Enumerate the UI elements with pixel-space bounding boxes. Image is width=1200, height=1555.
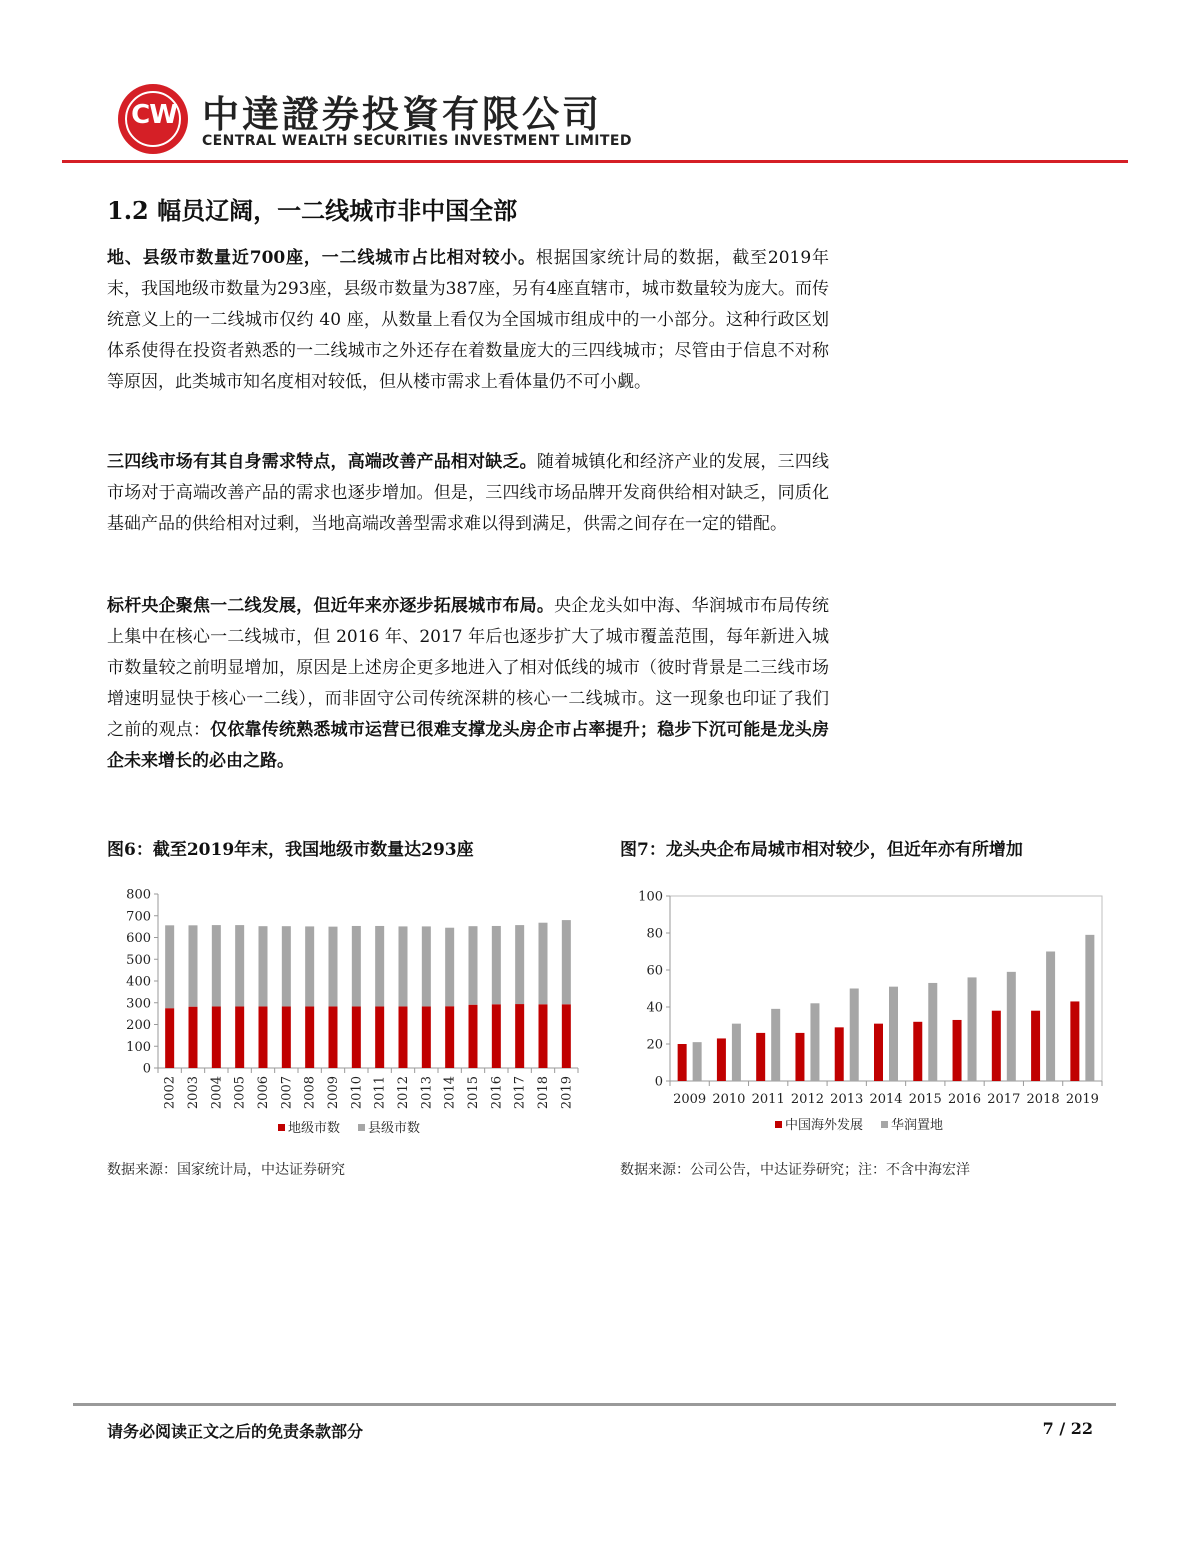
- x-tick-label: 2005: [232, 1076, 248, 1110]
- x-tick-label: 2016: [947, 1092, 982, 1107]
- bar-prefecture-city: [492, 1004, 501, 1068]
- paragraph-conclusion: 仅依靠传统熟悉城市运营已很难支撑龙头房企市占率提升；稳步下沉可能是龙头房企未来增长的必由之路。: [107, 720, 829, 771]
- x-tick-label: 2019: [1065, 1092, 1099, 1107]
- y-tick-label: 0: [142, 1061, 151, 1077]
- bar-county-city: [492, 926, 501, 1004]
- footer-disclaimer: 请务必阅读正文之后的免责条款部分: [107, 1422, 364, 1441]
- company-name-cn: 中達證券投資有限公司: [202, 93, 602, 136]
- y-tick-label: 100: [126, 1039, 151, 1055]
- bar-cr-land: [850, 989, 859, 1082]
- bar-prefecture-city: [165, 1008, 174, 1068]
- legend-swatch: [358, 1124, 365, 1131]
- bar-county-city: [352, 926, 361, 1006]
- bar-cr-land: [1046, 952, 1055, 1082]
- bar-prefecture-city: [515, 1004, 524, 1068]
- bar-coli: [1070, 1001, 1079, 1081]
- bar-prefecture-city: [352, 1006, 361, 1068]
- logo-text: CW: [131, 100, 177, 130]
- y-tick-label: 400: [126, 974, 151, 990]
- bar-county-city: [329, 927, 338, 1007]
- legend-label: 地级市数: [288, 1121, 341, 1136]
- legend-swatch: [775, 1121, 782, 1128]
- paragraph-3: [107, 591, 829, 777]
- bar-coli: [913, 1022, 922, 1081]
- bar-coli: [1031, 1011, 1040, 1081]
- y-tick-label: 40: [646, 1000, 663, 1016]
- bar-coli: [835, 1027, 844, 1081]
- paragraph-body: 央企龙头如中海、华润城市布局传统上集中在核心一二线城市，但 2016 年、2017 年后也逐步扩大了城市覆盖范围，每年新进入城市数量较之前明显增加，原因是上述房企更多地进入了相对低线的城市（彼时背景是二三线市场增速明显快于核心一二线），而非固守公司传统深耕的核心一二线城市。这一现象也印证了我们之前的观点：: [107, 596, 830, 740]
- bar-prefecture-city: [189, 1007, 198, 1068]
- x-tick-label: 2012: [396, 1076, 411, 1110]
- bar-prefecture-city: [445, 1006, 454, 1068]
- x-tick-label: 2017: [512, 1076, 528, 1110]
- bar-prefecture-city: [305, 1006, 314, 1068]
- x-tick-label: 2014: [869, 1092, 903, 1107]
- figure-6-title: 图6：截至2019年末，我国地级市数量达293座: [107, 840, 474, 860]
- bar-cr-land: [732, 1024, 741, 1081]
- bar-cr-land: [968, 977, 977, 1081]
- x-tick-label: 2008: [302, 1076, 318, 1110]
- bar-county-city: [212, 925, 221, 1006]
- y-tick-label: 20: [646, 1037, 663, 1053]
- x-tick-label: 2006: [256, 1076, 271, 1110]
- bar-county-city: [515, 925, 524, 1004]
- header-divider: [62, 160, 1128, 163]
- x-tick-label: 2018: [536, 1076, 551, 1110]
- y-tick-label: 800: [126, 887, 151, 903]
- bar-coli: [992, 1011, 1001, 1081]
- x-tick-label: 2015: [466, 1076, 481, 1110]
- bar-county-city: [469, 926, 478, 1005]
- figure-7-source: 数据来源：公司公告，中达证券研究；注：不含中海宏洋: [620, 1162, 970, 1178]
- bar-prefecture-city: [212, 1006, 221, 1068]
- y-tick-label: 700: [126, 909, 151, 925]
- bar-coli: [795, 1033, 804, 1081]
- bar-cr-land: [889, 987, 898, 1081]
- bar-prefecture-city: [562, 1004, 571, 1068]
- bar-cr-land: [810, 1003, 819, 1081]
- legend-label: 县级市数: [368, 1121, 421, 1136]
- paragraph-lead: 三四线市场有其自身需求特点，高端改善产品相对缺乏。: [107, 452, 537, 472]
- x-tick-label: 2004: [209, 1076, 225, 1110]
- company-name-en: CENTRAL WEALTH SECURITIES INVESTMENT LIMITED: [202, 133, 632, 149]
- paragraph-body: 根据国家统计局的数据，截至2019年末，我国地级市数量为293座，县级市数量为387座，另有4座直辖市，城市数量较为庞大。而传统意义上的一二线城市仅约 40 座，从数量上看仅为全国城市组成中的一小部分。这种行政区划体系使得在投资者熟悉的一二线城市之外还存在着数量庞大的三四线城市；尽管由于信息不对称等原因，此类城市知名度相对较低，但从楼市需求上看体量仍不可小觑。: [107, 248, 829, 392]
- x-tick-label: 2017: [987, 1092, 1021, 1107]
- section-title: 1.2 幅员辽阔，一二线城市非中国全部: [107, 196, 518, 225]
- bar-county-city: [539, 923, 548, 1005]
- bar-county-city: [305, 926, 314, 1006]
- bar-county-city: [235, 925, 244, 1006]
- bar-cr-land: [771, 1009, 780, 1081]
- y-tick-label: 500: [126, 952, 151, 968]
- y-tick-label: 60: [646, 963, 663, 979]
- bar-county-city: [189, 925, 198, 1006]
- x-tick-label: 2007: [279, 1076, 295, 1110]
- bar-prefecture-city: [469, 1005, 478, 1068]
- legend-swatch: [881, 1121, 888, 1128]
- figure-6-source: 数据来源：国家统计局，中达证券研究: [107, 1162, 345, 1178]
- x-tick-label: 2019: [559, 1076, 575, 1110]
- x-tick-label: 2003: [186, 1076, 201, 1110]
- bar-county-city: [399, 926, 408, 1006]
- x-tick-label: 2010: [349, 1076, 365, 1110]
- bar-cr-land: [1085, 935, 1094, 1081]
- bar-prefecture-city: [399, 1006, 408, 1068]
- bar-prefecture-city: [329, 1006, 338, 1068]
- bar-cr-land: [693, 1042, 702, 1081]
- bar-county-city: [282, 926, 291, 1006]
- x-tick-label: 2010: [712, 1092, 746, 1107]
- bar-prefecture-city: [259, 1006, 268, 1068]
- figure-7-title: 图7：龙头央企布局城市相对较少，但近年亦有所增加: [620, 840, 1023, 860]
- bar-coli: [678, 1044, 687, 1081]
- paragraph-lead: 地、县级市数量近700座，一二线城市占比相对较小。: [107, 248, 536, 268]
- x-tick-label: 2015: [908, 1092, 942, 1107]
- x-tick-label: 2014: [442, 1076, 458, 1110]
- bar-coli: [874, 1024, 883, 1081]
- chart-developer-city-layout: [620, 878, 1115, 1148]
- x-tick-label: 2018: [1026, 1092, 1060, 1107]
- bar-county-city: [445, 928, 454, 1007]
- x-tick-label: 2009: [673, 1092, 707, 1107]
- bar-prefecture-city: [422, 1006, 431, 1068]
- legend-swatch: [278, 1124, 285, 1131]
- x-tick-label: 2016: [489, 1076, 505, 1110]
- legend-label: 华润置地: [891, 1118, 944, 1133]
- y-tick-label: 0: [654, 1074, 663, 1090]
- bar-county-city: [562, 920, 571, 1004]
- bar-cr-land: [928, 983, 937, 1081]
- y-tick-label: 300: [126, 996, 151, 1012]
- y-tick-label: 80: [646, 926, 663, 942]
- x-tick-label: 2012: [790, 1092, 825, 1107]
- x-tick-label: 2002: [162, 1076, 178, 1110]
- bar-coli: [756, 1033, 765, 1081]
- bar-prefecture-city: [375, 1006, 384, 1068]
- x-tick-label: 2009: [326, 1076, 341, 1110]
- bar-county-city: [259, 926, 268, 1006]
- paragraph-lead: 标杆央企聚焦一二线发展，但近年来亦逐步拓展城市布局。: [107, 596, 555, 616]
- paragraph-1: [107, 243, 829, 398]
- bar-prefecture-city: [282, 1006, 291, 1068]
- footer-divider: [73, 1403, 1116, 1406]
- page-number: 7 / 22: [1042, 1419, 1093, 1438]
- x-tick-label: 2013: [419, 1076, 435, 1110]
- bar-county-city: [375, 926, 384, 1006]
- bar-county-city: [422, 926, 431, 1006]
- x-tick-label: 2011: [751, 1092, 785, 1107]
- y-tick-label: 100: [638, 889, 663, 905]
- bar-coli: [953, 1020, 962, 1081]
- x-tick-label: 2013: [830, 1092, 864, 1107]
- paragraph-2: [107, 447, 829, 540]
- bar-coli: [717, 1038, 726, 1081]
- paragraph-body: 随着城镇化和经济产业的发展，三四线市场对于高端改善产品的需求也逐步增加。但是，三四线市场品牌开发商供给相对缺乏，同质化基础产品的供给相对过剩，当地高端改善型需求难以得到满足，供需之间存在一定的错配。: [107, 452, 830, 534]
- chart-city-counts: [100, 878, 590, 1148]
- legend-label: 中国海外发展: [785, 1118, 864, 1133]
- bar-county-city: [165, 925, 174, 1008]
- bar-prefecture-city: [235, 1006, 244, 1068]
- bar-prefecture-city: [539, 1004, 548, 1068]
- bar-cr-land: [1007, 972, 1016, 1081]
- y-tick-label: 600: [126, 931, 151, 946]
- x-tick-label: 2011: [372, 1076, 388, 1110]
- y-tick-label: 200: [126, 1018, 151, 1033]
